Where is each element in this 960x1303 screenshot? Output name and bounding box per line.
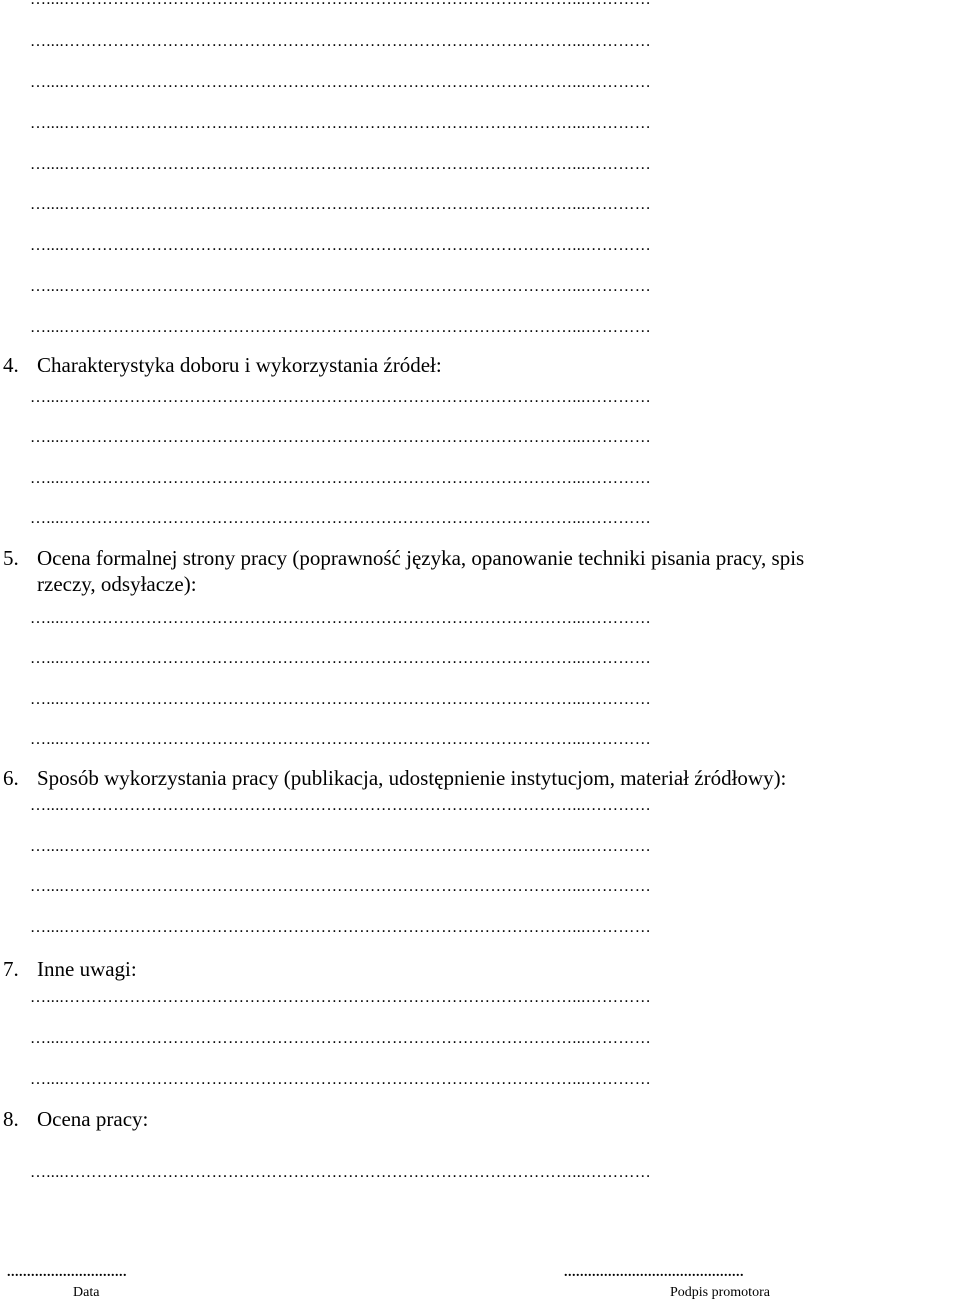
dotted-answer-line: …....…………………………………………………………………………………...…………: [30, 920, 652, 936]
section-7-title: Inne uwagi:: [37, 957, 137, 981]
section-4-heading: [3, 352, 958, 378]
section-6-number: 6.: [3, 766, 19, 790]
dotted-answer-line: …....…………………………………………………………………………………...…………: [30, 430, 652, 446]
section-5-heading: [3, 545, 958, 597]
section-7-heading: [3, 956, 958, 982]
section-8-number: 8.: [3, 1107, 19, 1131]
dotted-answer-line: [30, 0, 930, 10]
dotted-answer-line: …....…………………………………………………………………………………...…………: [30, 611, 652, 627]
section-6-title: Sposób wykorzystania pracy (publikacja, udostępnienie instytucjom, materiał źródłowy):: [37, 766, 787, 790]
section-4-title: Charakterystyka doboru i wykorzystania źródeł:: [37, 353, 442, 377]
date-signature-line: ..............................: [7, 1265, 127, 1280]
dotted-answer-line: …....…………………………………………………………………………………...…………: [30, 34, 652, 50]
dotted-answer-line: …....…………………………………………………………………………………...…………: [30, 692, 652, 708]
dotted-answer-line: …....…………………………………………………………………………………...…………: [30, 471, 652, 487]
dotted-answer-line: …....…………………………………………………………………………………...…………: [30, 798, 652, 814]
date-label: Data: [73, 1285, 100, 1300]
promoter-signature-label: Podpis promotora: [670, 1285, 770, 1300]
dotted-answer-line: …....…………………………………………………………………………………...…………: [30, 320, 652, 336]
section-8-title: Ocena pracy:: [37, 1107, 149, 1131]
dotted-answer-line: …....…………………………………………………………………………………...…………: [30, 1072, 652, 1088]
dotted-answer-line: …....…………………………………………………………………………………...…………: [30, 732, 652, 748]
section-5-title-line-1: Ocena formalnej strony pracy (poprawność języka, opanowanie techniki pisania pracy, spis: [37, 546, 805, 570]
dotted-answer-line: …....…………………………………………………………………………………...…………: [30, 651, 652, 667]
dotted-answer-line: …....…………………………………………………………………………………...…………: [30, 75, 652, 91]
section-5-number: 5.: [3, 546, 19, 570]
section-7-number: 7.: [3, 957, 19, 981]
dotted-answer-line: …....…………………………………………………………………………………...…………: [30, 116, 652, 132]
dotted-answer-line: …....…………………………………………………………………………………...…………: [30, 511, 652, 527]
section-8-heading: [3, 1106, 958, 1132]
dotted-answer-line: …....…………………………………………………………………………………...…………: [30, 839, 652, 855]
dotted-answer-line: …....…………………………………………………………………………………...…………: [30, 157, 652, 173]
section-5-title-line-2: rzeczy, odsyłacze):: [37, 572, 197, 596]
dotted-answer-line: …....…………………………………………………………………………………...…………: [30, 197, 652, 213]
dotted-answer-line: …....…………………………………………………………………………………...…………: [30, 1165, 652, 1181]
dotted-answer-line: …....…………………………………………………………………………………...…………: [30, 390, 652, 406]
dotted-answer-line: …....…………………………………………………………………………………...…………: [30, 990, 652, 1006]
promoter-signature-line: .............................................: [564, 1265, 744, 1280]
dotted-answer-line: …....…………………………………………………………………………………...…………: [30, 1031, 652, 1047]
section-4-number: 4.: [3, 353, 19, 377]
section-6-heading: [3, 765, 958, 791]
dotted-answer-line: …....…………………………………………………………………………………...…………: [30, 238, 652, 254]
dotted-answer-line: …....…………………………………………………………………………………...…………: [30, 879, 652, 895]
dotted-answer-line: …....…………………………………………………………………………………...…………: [30, 279, 652, 295]
